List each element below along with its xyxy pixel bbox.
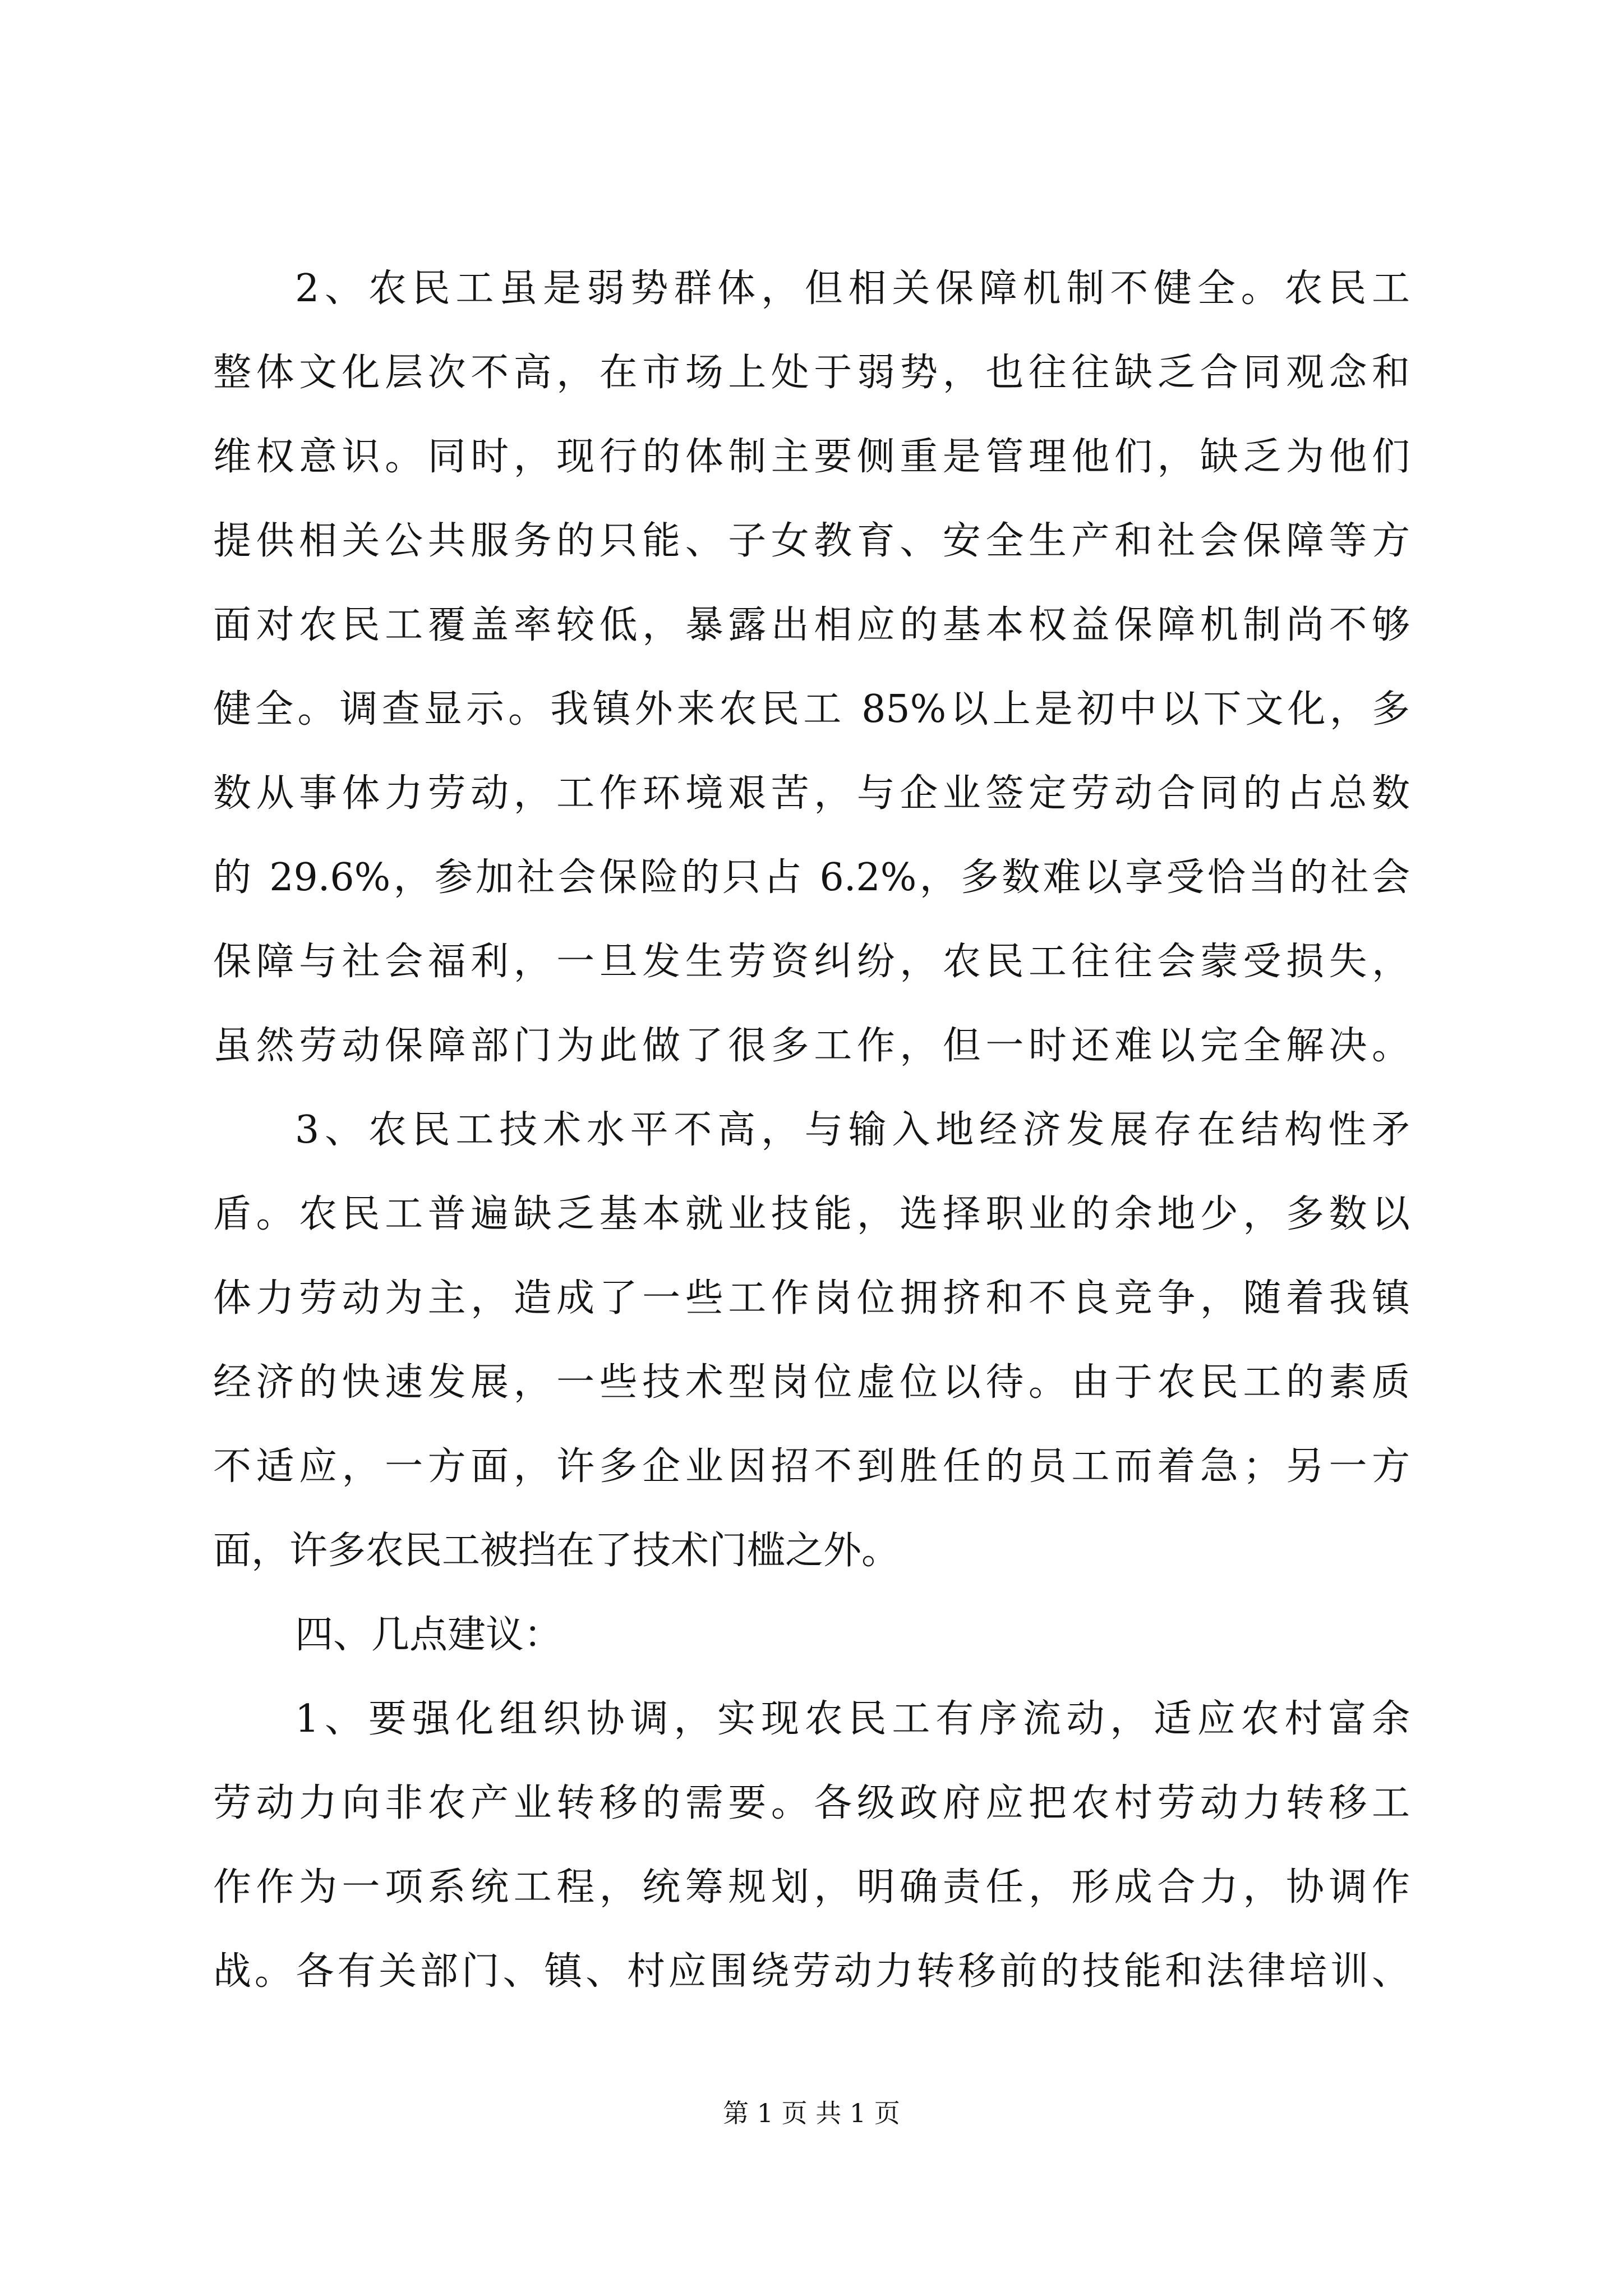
paragraph-line: 虽然劳动保障部门为此做了很多工作，但一时还难以完全解决。 — [213, 1024, 1410, 1068]
paragraph-line: 面对农民工覆盖率较低，暴露出相应的基本权益保障机制尚不够 — [213, 603, 1410, 647]
paragraph-line: 提供相关公共服务的只能、子女教育、安全生产和社会保障等方 — [213, 519, 1410, 563]
paragraph-line: 的 29.6%，参加社会保险的只占 6.2%，多数难以享受恰当的社会 — [213, 855, 1410, 900]
paragraph-line: 2、农民工虽是弱势群体，但相关保障机制不健全。农民工 — [295, 266, 1410, 311]
paragraph-line: 不适应，一方面，许多企业因招不到胜任的员工而着急；另一方 — [213, 1444, 1410, 1489]
section-heading: 四、几点建议： — [295, 1613, 562, 1657]
paragraph-line: 维权意识。同时，现行的体制主要侧重是管理他们，缺乏为他们 — [213, 435, 1410, 479]
paragraph-line: 1、要强化组织协调，实现农民工有序流动，适应农村富余 — [295, 1697, 1410, 1741]
paragraph-line: 整体文化层次不高，在市场上处于弱势，也往往缺乏合同观念和 — [213, 351, 1410, 395]
paragraph-line: 劳动力向非农产业转移的需要。各级政府应把农村劳动力转移工 — [213, 1781, 1410, 1825]
paragraph-line: 盾。农民工普遍缺乏基本就业技能，选择职业的余地少，多数以 — [213, 1192, 1410, 1236]
paragraph-line: 3、农民工技术水平不高，与输入地经济发展存在结构性矛 — [295, 1108, 1410, 1152]
paragraph-line: 数从事体力劳动，工作环境艰苦，与企业签定劳动合同的占总数 — [213, 771, 1410, 816]
page-footer: 第 1 页 共 1 页 — [723, 2098, 900, 2128]
paragraph-line: 保障与社会福利，一旦发生劳资纠纷，农民工往往会蒙受损失， — [213, 940, 1410, 984]
paragraph-line: 体力劳动为主，造成了一些工作岗位拥挤和不良竞争，随着我镇 — [213, 1276, 1410, 1320]
paragraph-line: 面，许多农民工被挡在了技术门槛之外。 — [213, 1529, 900, 1573]
paragraph-line: 战。各有关部门、镇、村应围绕劳动力转移前的技能和法律培训、 — [213, 1949, 1410, 1994]
paragraph-line: 健全。调查显示。我镇外来农民工 85%以上是初中以下文化，多 — [213, 687, 1410, 731]
paragraph-line: 作作为一项系统工程，统筹规划，明确责任，形成合力，协调作 — [213, 1865, 1410, 1910]
paragraph-line: 经济的快速发展，一些技术型岗位虚位以待。由于农民工的素质 — [213, 1360, 1410, 1405]
document-body — [213, 247, 1410, 2014]
